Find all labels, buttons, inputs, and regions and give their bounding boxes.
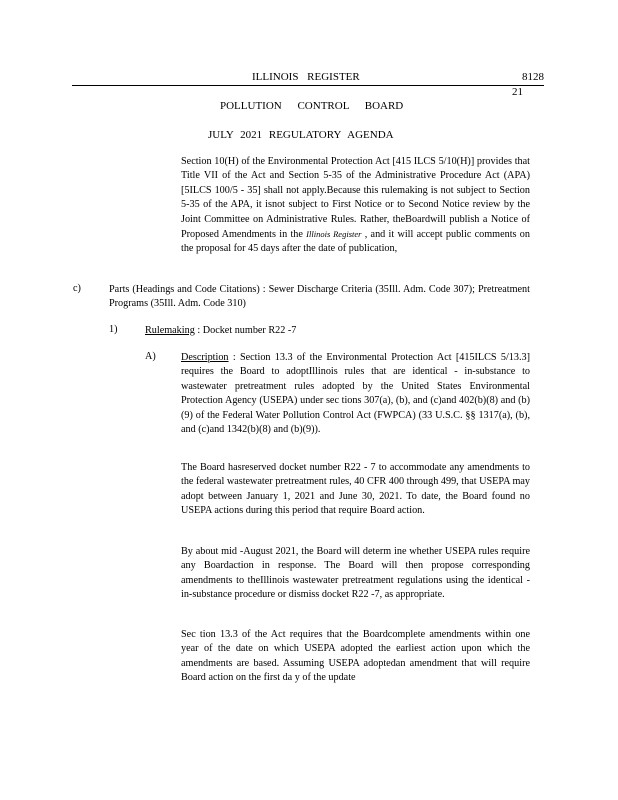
item-1-label: 1)	[109, 324, 118, 335]
docket-text: : Docket number R22 -7	[197, 325, 297, 336]
register-title: ILLINOIS REGISTER	[252, 71, 360, 83]
volume-number: 21	[512, 86, 523, 98]
item-1-text	[145, 324, 530, 338]
rulemaking-heading: Rulemaking	[145, 325, 195, 336]
determination-paragraph: By about mid -August 2021, the Board will determ ine whether USEPA rules require any Boardaction in response. The Board will then propose corresponding amendments to theIllinois wastewater pretreatment regulations using the identical -in-substance procedure or dismiss docket R22 -7, as appropriate.	[181, 546, 530, 601]
section-13-3-paragraph: Sec tion 13.3 of the Act requires that the Boardcomplete amendments within one year of the date on which USEPA adopted the earliest action upon which the amendments are based. Assuming USEPA adoptedan amendment that will require Board action on the first da y of the update	[181, 629, 530, 684]
item-c-text: Parts (Headings and Code Citations) : Sewer Discharge Criteria (35Ill. Adm. Code 307); Pretreatment Programs (35Ill. Adm. Code 310)	[109, 284, 530, 310]
agency-title: POLLUTION CONTROL BOARD	[220, 100, 404, 112]
page-number: 8128	[522, 71, 544, 83]
description-paragraph	[181, 351, 530, 437]
intro-text-end: , and it will accept public comments on the proposal for 45 days after the date of publication,	[181, 229, 530, 255]
intro-paragraph	[181, 155, 530, 257]
reserved-docket-paragraph: The Board hasreserved docket number R22 - 7 to accommodate any amendments to the federal wastewater pretreatment rules, 40 CFR 400 through 499, that USEPA may adopt between January 1, 2021 and June 30, 2021. To date, the Board found no USEPA actions during this period that require Board action.	[181, 462, 530, 517]
illinois-register-italic: Illinois Register	[306, 229, 362, 240]
description-text: : Section 13.3 of the Environmental Protection Act [415ILCS 5/13.3] requires the Board to adoptIllinois rules that are identical - in-substance to wastewater pretreatment rules adopted by the United States Environmental Protection Agency (USEPA) under sec tions 307(a), (b), and (c)and 402(b)(8) and (b)(9) of the Federal Water Pollution Control Act (FWPCA) (33 U.S.C. §§ 1317(a), (b), and (c)and 1342(b)(8) and (b)(9)).	[181, 352, 531, 436]
item-a-label: A)	[145, 351, 156, 362]
item-c-label: c)	[73, 283, 81, 294]
agenda-title: JULY 2021 REGULATORY AGENDA	[208, 129, 394, 141]
description-heading: Description	[181, 352, 229, 363]
intro-text-start: Section 10(H) of the Environmental Protection Act [415 ILCS 5/10(H)] provides that Title VII of the Act and Section 5-35 of the Administrative Procedure Act (APA) [5ILCS 100/5 - 35] shall not apply.Because this rulemaking is not subject to Section 5-35 of the APA, it isnot subject to First Notice or to Second Notice review by the Joint Committee on Administrative Rules. Rather, theBoardwill publish a Notice of Proposed Amendments in the	[181, 156, 530, 241]
header-rule	[72, 85, 544, 86]
